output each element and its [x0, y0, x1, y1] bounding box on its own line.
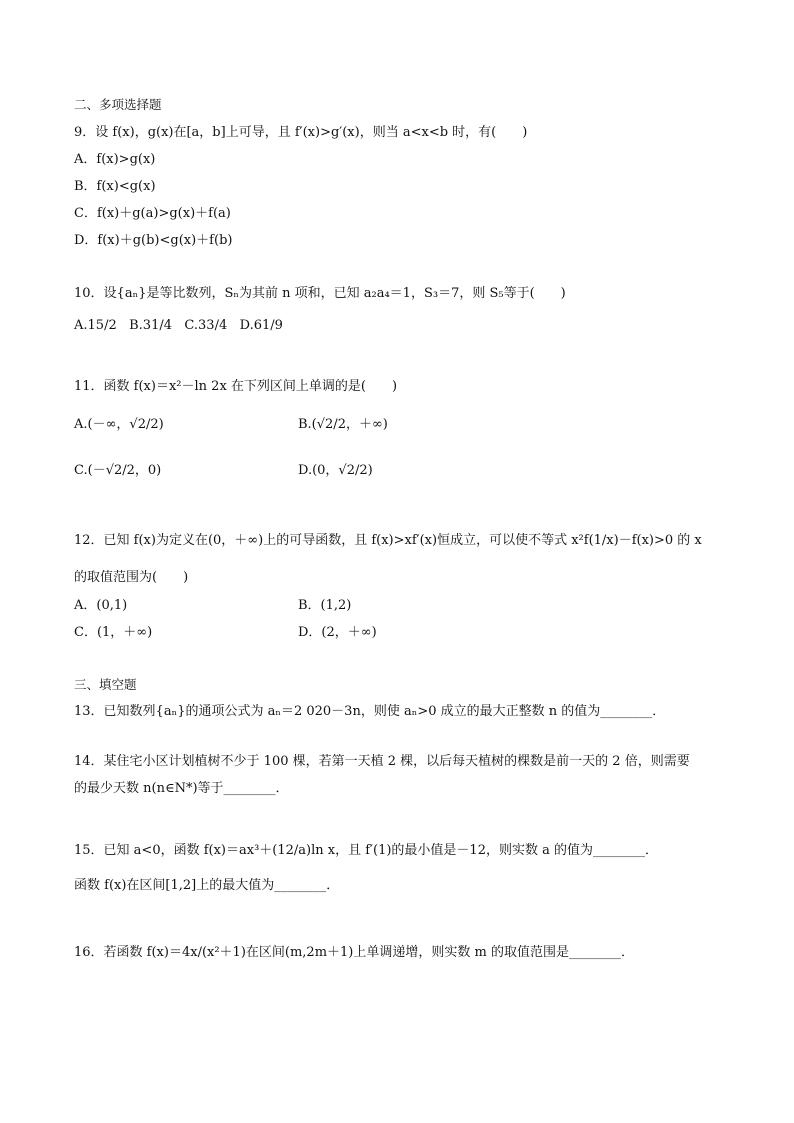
q11-option-d: D.(0，√2/2)	[298, 463, 373, 478]
q10-options	[74, 318, 283, 334]
q9-option-c: C．f(x)＋g(a)>g(x)＋f(a)	[74, 206, 231, 221]
q10-option-b: B.31/4	[129, 318, 173, 333]
question-11-stem: 11．函数 f(x)＝x²－ln 2x 在下列区间上单调的是( )	[74, 379, 398, 394]
q10-option-a: A.15/2	[74, 318, 117, 333]
q11-option-b: B.(√2/2，＋∞)	[298, 417, 388, 432]
question-15-line2: 函数 f(x)在区间[1,2]上的最大值为________．	[74, 878, 340, 893]
question-14-line2: 的最少天数 n(n∈N*)等于________．	[74, 781, 289, 796]
question-13: 13．已知数列{aₙ}的通项公式为 aₙ＝2 020－3n，则使 aₙ>0 成立的最大正整数 n 的值为________．	[74, 704, 666, 719]
q10-option-d: D.61/9	[239, 318, 283, 333]
question-10-stem: 10．设{aₙ}是等比数列，Sₙ为其前 n 项和，已知 a₂a₄＝1，S₃＝7，则 S₅等于( )	[74, 286, 566, 301]
q12-option-d: D．(2，＋∞)	[298, 625, 377, 640]
q9-option-b: B．f(x)<g(x)	[74, 179, 156, 194]
question-14-line1: 14．某住宅小区计划植树不少于 100 棵，若第一天植 2 棵，以后每天植树的棵数是前一天的 2 倍，则需要	[74, 754, 690, 769]
question-9-stem: 9．设 f(x)，g(x)在[a，b]上可导，且 f′(x)>g′(x)，则当 a<x<b 时，有( )	[74, 125, 528, 140]
q11-option-c: C.(－√2/2，0)	[74, 463, 162, 478]
q10-option-c: C.33/4	[184, 318, 228, 333]
q12-option-c: C．(1，＋∞)	[74, 625, 153, 640]
question-12-stem: 12．已知 f(x)为定义在(0，＋∞)上的可导函数，且 f(x)>xf′(x)恒成立，可以使不等式 x²f(1/x)－f(x)>0 的 x	[74, 533, 702, 548]
q9-option-a: A．f(x)>g(x)	[74, 152, 156, 167]
question-12-stem-cont: 的取值范围为( )	[74, 570, 189, 585]
question-16: 16．若函数 f(x)＝4x/(x²＋1)在区间(m,2m＋1)上单调递增，则实数 m 的取值范围是________．	[74, 945, 634, 960]
q12-option-b: B．(1,2)	[298, 598, 352, 613]
section-title-fill-in: 三、填空题	[74, 677, 137, 692]
q9-option-d: D．f(x)＋g(b)<g(x)＋f(b)	[74, 233, 233, 248]
section-title-multiple-choice: 二、多项选择题	[74, 97, 162, 112]
q11-option-a: A.(－∞，√2/2)	[74, 417, 164, 432]
question-15-line1: 15．已知 a<0，函数 f(x)＝ax³＋(12/a)ln x，且 f′(1)的最小值是－12，则实数 a 的值为________．	[74, 843, 658, 858]
q12-option-a: A．(0,1)	[74, 598, 128, 613]
